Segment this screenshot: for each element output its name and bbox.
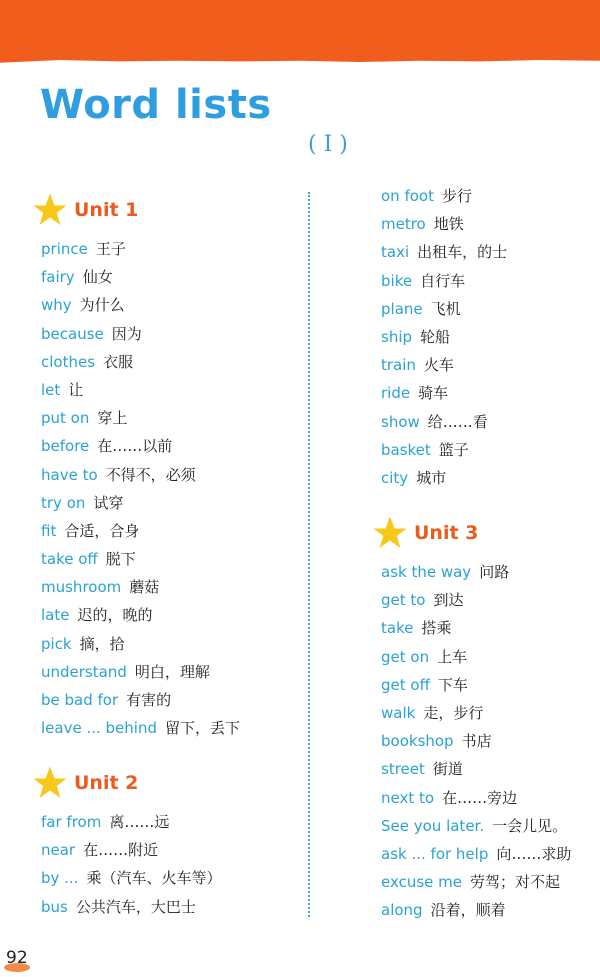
word-entry (41, 263, 240, 291)
word-list-unit-3 (381, 558, 571, 924)
english-word: take off (41, 550, 98, 569)
chinese-meaning: 步行 (441, 187, 472, 205)
chinese-meaning: 书店 (461, 732, 492, 751)
word-entry (41, 461, 240, 489)
star-icon (32, 765, 68, 801)
chinese-meaning: 为什么 (79, 296, 125, 315)
chinese-meaning: 飞机 (430, 299, 461, 318)
chinese-meaning: 向……求助 (496, 844, 572, 863)
english-word: far from (41, 813, 102, 831)
word-list-unit-2-right (381, 182, 507, 492)
english-word: have to (41, 465, 98, 484)
english-word: bus (41, 897, 68, 916)
chinese-meaning: 迟的，晚的 (77, 606, 153, 625)
word-entry (381, 379, 507, 407)
word-entry (381, 295, 507, 323)
chinese-meaning: 摘，拾 (79, 634, 125, 653)
english-word: along (381, 901, 423, 920)
word-entry (41, 432, 240, 460)
word-entry (381, 868, 571, 896)
english-word: street (381, 760, 425, 779)
chinese-meaning: 留下，丢下 (165, 719, 241, 738)
english-word: prince (41, 240, 88, 258)
english-word: plane (381, 299, 423, 318)
chinese-meaning: 让 (68, 380, 84, 399)
word-entry (381, 840, 571, 868)
word-entry (41, 235, 240, 263)
unit-1-heading (32, 192, 138, 228)
word-entry (381, 755, 571, 783)
word-entry (41, 714, 240, 742)
page-title: Word lists (40, 82, 272, 128)
english-word: basket (381, 440, 431, 459)
chinese-meaning: 自行车 (420, 271, 466, 290)
word-entry (41, 630, 240, 658)
chinese-meaning: 给……看 (427, 412, 488, 431)
word-entry (381, 812, 571, 840)
chinese-meaning: 搭乘 (421, 619, 452, 638)
chinese-meaning: 骑车 (418, 384, 449, 403)
chinese-meaning: 穿上 (97, 409, 128, 428)
chinese-meaning: 有害的 (126, 691, 172, 709)
word-entry (381, 558, 571, 586)
english-word: near (41, 841, 76, 860)
chinese-meaning: 篮子 (438, 440, 469, 459)
unit-2-heading (32, 765, 138, 801)
word-entry (381, 727, 571, 755)
english-word: clothes (41, 352, 96, 371)
english-word: bike (381, 271, 413, 290)
unit-3-heading (372, 515, 478, 551)
chinese-meaning: 乘（汽车、火车等） (86, 869, 222, 888)
english-word: pick (41, 634, 72, 653)
word-entry (41, 658, 240, 686)
english-word: put on (41, 409, 90, 428)
english-word: understand (41, 662, 127, 681)
word-entry (41, 489, 240, 517)
chinese-meaning: 蘑菇 (129, 578, 160, 597)
word-entry (381, 784, 571, 812)
english-word: on foot (381, 187, 434, 205)
star-icon (32, 192, 68, 228)
chinese-meaning: 试穿 (93, 493, 124, 512)
english-word: ask the way (381, 563, 472, 581)
chinese-meaning: 明白，理解 (134, 662, 210, 681)
english-word: mushroom (41, 578, 122, 597)
english-word: leave ... behind (41, 719, 157, 738)
chinese-meaning: 火车 (423, 356, 454, 375)
unit-label: Unit 2 (74, 772, 139, 794)
chinese-meaning: 因为 (111, 324, 142, 343)
chinese-meaning: 到达 (433, 591, 464, 610)
english-word: get to (381, 591, 426, 610)
section-number: ( I ) (308, 132, 348, 157)
word-entry (41, 517, 240, 545)
word-entry (41, 808, 222, 836)
chinese-meaning: 上车 (437, 647, 468, 666)
word-entry (381, 699, 571, 727)
unit-label: Unit 3 (414, 522, 479, 544)
unit-label: Unit 1 (74, 199, 139, 221)
english-word: take (381, 619, 414, 638)
english-word: See you later. (381, 816, 485, 835)
english-word: late (41, 606, 70, 625)
word-entry (381, 464, 507, 492)
word-entry (41, 836, 222, 864)
chinese-meaning: 离……远 (109, 813, 170, 831)
chinese-meaning: 在……旁边 (442, 788, 518, 807)
chinese-meaning: 脱下 (105, 550, 136, 569)
word-entry (41, 893, 222, 921)
word-entry (41, 573, 240, 601)
word-entry (381, 238, 507, 266)
column-divider (308, 192, 310, 917)
word-entry (41, 601, 240, 629)
english-word: ask ... for help (381, 844, 489, 863)
english-word: ride (381, 384, 411, 403)
english-word: get off (381, 675, 430, 694)
word-entry (381, 323, 507, 351)
word-entry (41, 404, 240, 432)
chinese-meaning: 在……附近 (83, 841, 159, 860)
word-entry (381, 182, 507, 210)
word-entry (381, 351, 507, 379)
english-word: fairy (41, 268, 75, 287)
word-entry (381, 210, 507, 238)
page-number: 92 (6, 948, 28, 968)
english-word: next to (381, 788, 435, 807)
word-list-unit-1 (41, 235, 240, 742)
chinese-meaning: 一会儿见。 (492, 816, 568, 835)
english-word: before (41, 437, 90, 456)
chinese-meaning: 沿着，顺着 (430, 901, 506, 920)
english-word: ship (381, 327, 413, 346)
english-word: excuse me (381, 873, 462, 892)
word-entry (381, 586, 571, 614)
word-entry (41, 376, 240, 404)
word-entry (41, 291, 240, 319)
chinese-meaning: 地铁 (433, 215, 464, 234)
english-word: city (381, 468, 409, 487)
word-entry (41, 348, 240, 376)
english-word: fit (41, 521, 57, 540)
english-word: show (381, 412, 420, 431)
header-banner (0, 0, 600, 66)
english-word: let (41, 380, 61, 399)
word-entry (381, 671, 571, 699)
english-word: be bad for (41, 691, 119, 709)
chinese-meaning: 劳驾；对不起 (469, 873, 560, 892)
word-entry (41, 864, 222, 892)
word-entry (381, 643, 571, 671)
chinese-meaning: 下车 (437, 675, 468, 694)
word-entry (41, 686, 240, 714)
english-word: train (381, 356, 416, 375)
word-entry (381, 267, 507, 295)
english-word: bookshop (381, 732, 454, 751)
english-word: try on (41, 493, 86, 512)
english-word: get on (381, 647, 430, 666)
word-entry (381, 436, 507, 464)
english-word: metro (381, 215, 426, 234)
chinese-meaning: 街道 (432, 760, 463, 779)
english-word: walk (381, 703, 416, 722)
chinese-meaning: 问路 (479, 563, 510, 581)
word-entry (381, 614, 571, 642)
word-list-unit-2-left (41, 808, 222, 921)
chinese-meaning: 出租车，的士 (417, 243, 508, 262)
english-word: taxi (381, 243, 410, 262)
chinese-meaning: 走，步行 (423, 703, 484, 722)
word-entry (381, 896, 571, 924)
english-word: by ... (41, 869, 79, 888)
word-entry (41, 320, 240, 348)
chinese-meaning: 在……以前 (97, 437, 173, 456)
chinese-meaning: 王子 (95, 240, 126, 258)
chinese-meaning: 不得不，必须 (105, 465, 196, 484)
english-word: why (41, 296, 72, 315)
chinese-meaning: 城市 (416, 468, 447, 487)
chinese-meaning: 合适，合身 (64, 521, 140, 540)
chinese-meaning: 仙女 (82, 268, 113, 287)
chinese-meaning: 轮船 (420, 327, 451, 346)
word-entry (381, 408, 507, 436)
word-entry (41, 545, 240, 573)
english-word: because (41, 324, 104, 343)
chinese-meaning: 衣服 (103, 352, 134, 371)
star-icon (372, 515, 408, 551)
chinese-meaning: 公共汽车，大巴士 (75, 897, 196, 916)
